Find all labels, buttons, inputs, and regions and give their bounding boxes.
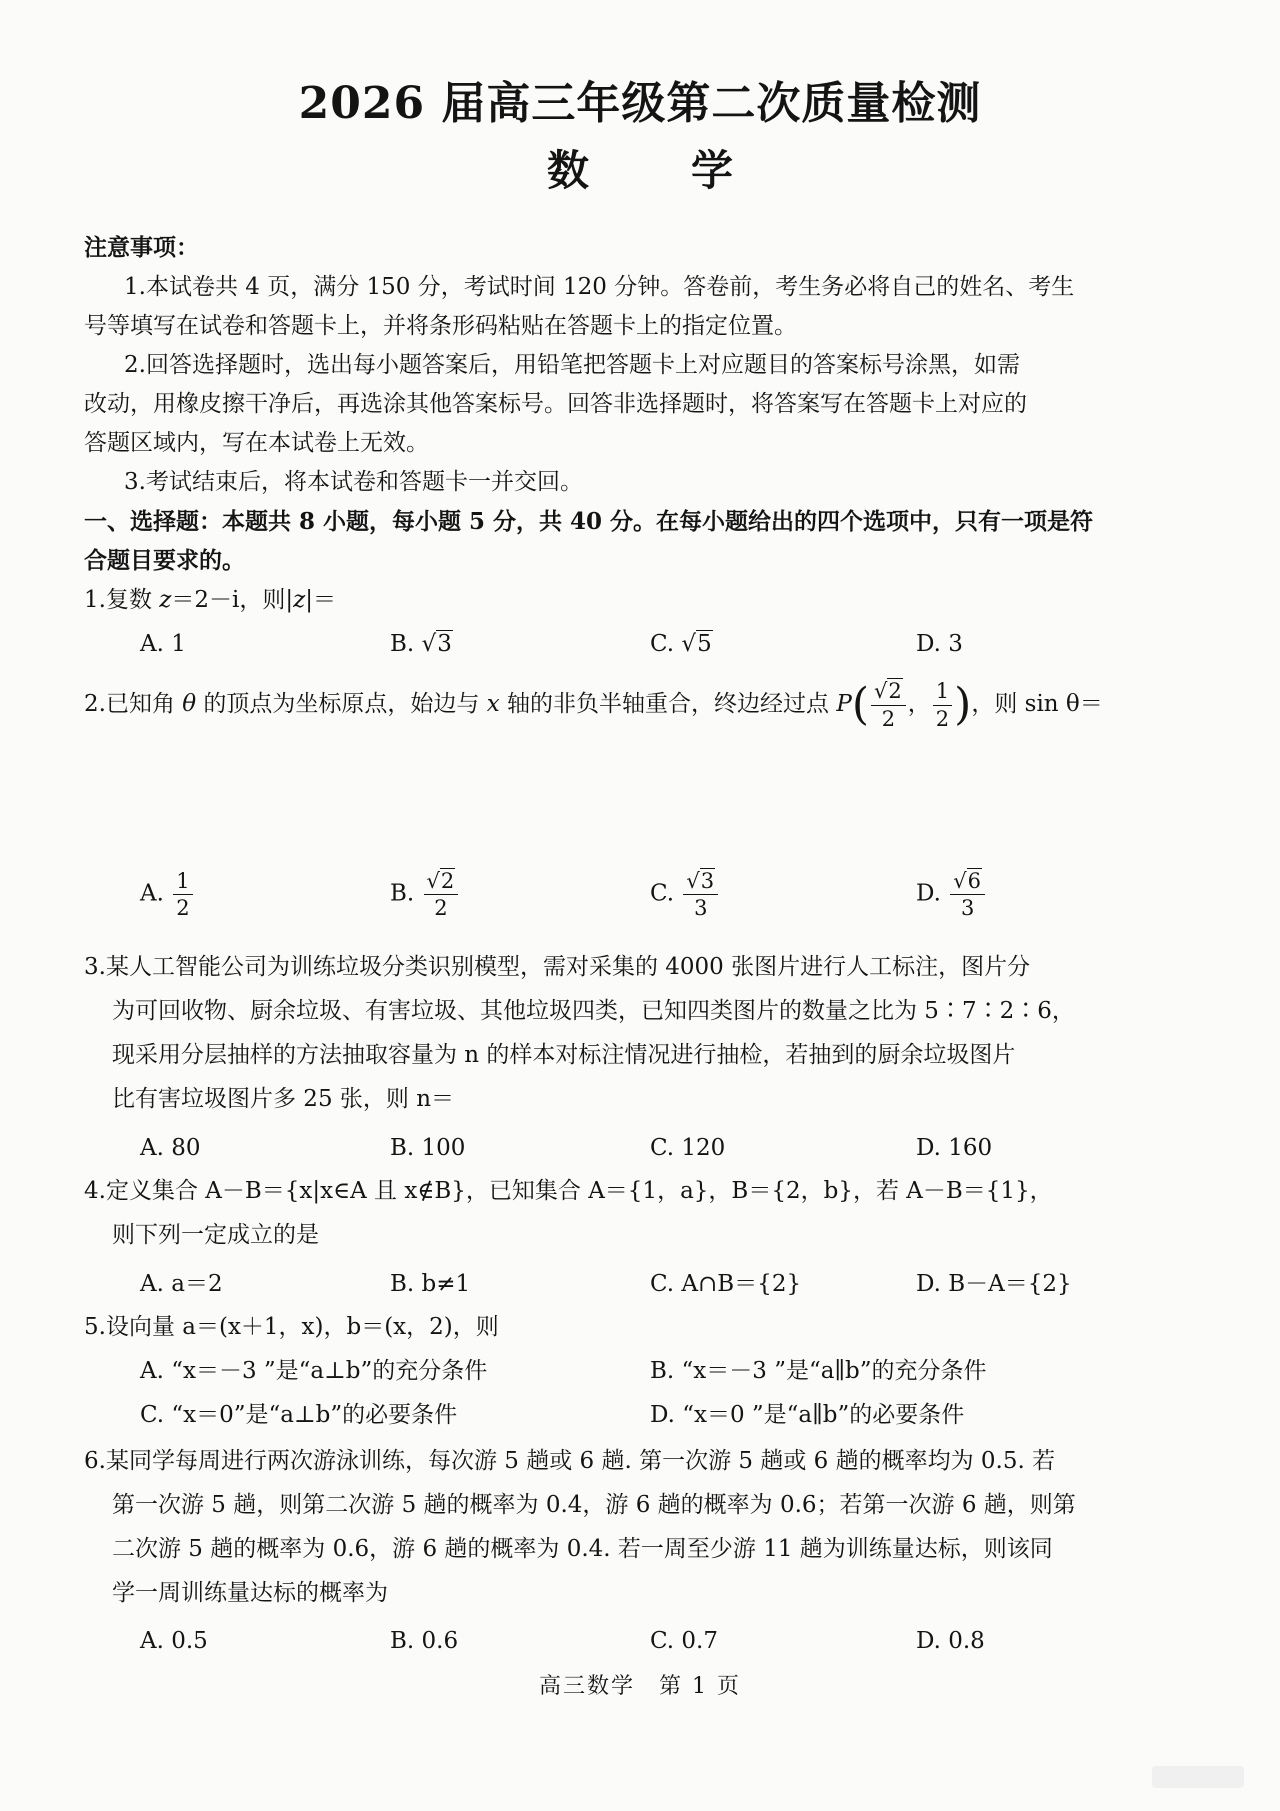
question-4-option-a: A. a＝2: [140, 1271, 223, 1297]
notice-line: 1.本试卷共 4 页，满分 150 分，考试时间 120 分钟。答卷前，考生务必将自己的姓名、考生: [124, 274, 1075, 300]
question-5-option-d: D. “x＝0 ”是“a∥b”的必要条件: [650, 1402, 965, 1428]
section-heading: 合题目要求的。: [84, 547, 245, 574]
question-4-option-d: D. B－A＝{2}: [916, 1271, 1072, 1297]
question-1-option-d: D. 3: [916, 631, 963, 657]
question-1-option-a: A. 1: [140, 631, 186, 657]
question-6-stem: 第一次游 5 趟，则第二次游 5 趟的概率为 0.4，游 6 趟的概率为 0.6；若第一次游 6 趟，则第: [112, 1492, 1076, 1518]
question-2-option-a: A. $\frac{1}{2}$: [140, 870, 195, 919]
exam-title: 2026 届高三年级第二次质量检测: [298, 78, 982, 129]
page-footer: 高三数学 第 1 页: [539, 1674, 741, 1699]
question-1-stem: 1.复数 z＝2－i，则|z|＝: [84, 587, 337, 613]
subject-title: 数 学: [546, 146, 763, 195]
question-3-option-c: C. 120: [650, 1135, 726, 1161]
question-3-stem: 比有害垃圾图片多 25 张，则 n＝: [112, 1086, 455, 1112]
question-2-option-d: D. $\frac{√6}{3}$: [916, 870, 987, 919]
question-3-stem: 为可回收物、厨余垃圾、有害垃圾、其他垃圾四类，已知四类图片的数量之比为 5∶7∶2∶6，: [112, 998, 1075, 1024]
question-4-option-c: C. A∩B＝{2}: [650, 1271, 802, 1297]
question-1-option-b: B. √3: [390, 631, 452, 657]
question-4-stem: 则下列一定成立的是: [112, 1222, 319, 1248]
question-5-stem: 5.设向量 a＝(x＋1，x)，b＝(x，2)，则: [84, 1314, 499, 1340]
notice-line: 改动，用橡皮擦干净后，再选涂其他答案标号。回答非选择题时，将答案写在答题卡上对应的: [84, 391, 1027, 417]
question-1-option-c: C. √5: [650, 631, 712, 657]
question-3-stem: 3.某人工智能公司为训练垃圾分类识别模型，需对采集的 4000 张图片进行人工标注，图片分: [84, 954, 1031, 980]
notice-line: 3.考试结束后，将本试卷和答题卡一并交回。: [124, 469, 583, 495]
question-6-stem: 6.某同学每周进行两次游泳训练，每次游 5 趟或 6 趟. 第一次游 5 趟或 6 趟的概率均为 0.5. 若: [84, 1448, 1056, 1474]
question-6-option-d: D. 0.8: [916, 1628, 985, 1654]
question-4-stem: 4.定义集合 A－B＝{x|x∈A 且 x∉B}，已知集合 A＝{1，a}，B＝{2，b}，若 A－B＝{1}，: [84, 1178, 1053, 1204]
question-5-option-c: C. “x＝0”是“a⊥b”的必要条件: [140, 1402, 458, 1428]
question-4-option-b: B. b≠1: [390, 1271, 471, 1297]
question-6-option-b: B. 0.6: [390, 1628, 459, 1654]
question-5-option-a: A. “x＝－3 ”是“a⊥b”的充分条件: [140, 1358, 488, 1384]
section-heading: 一、选择题：本题共 8 小题，每小题 5 分，共 40 分。在每小题给出的四个选项中，只有一项是符: [84, 508, 1094, 535]
question-6-stem: 学一周训练量达标的概率为: [112, 1580, 388, 1606]
question-6-option-a: A. 0.5: [140, 1628, 208, 1654]
notice-line: 号等填写在试卷和答题卡上，并将条形码粘贴在答题卡上的指定位置。: [84, 313, 797, 339]
notice-heading: 注意事项：: [84, 234, 199, 261]
question-3-option-b: B. 100: [390, 1135, 466, 1161]
question-3-stem: 现采用分层抽样的方法抽取容量为 n 的样本对标注情况进行抽检，若抽到的厨余垃圾图片: [112, 1042, 1016, 1068]
question-6-option-c: C. 0.7: [650, 1628, 718, 1654]
notice-line: 答题区域内，写在本试卷上无效。: [84, 430, 429, 456]
question-2-option-c: C. $\frac{√3}{3}$: [650, 870, 720, 919]
notice-line: 2.回答选择题时，选出每小题答案后，用铅笔把答题卡上对应题目的答案标号涂黑，如需: [124, 352, 1020, 378]
question-6-stem: 二次游 5 趟的概率为 0.6，游 6 趟的概率为 0.4. 若一周至少游 11 趟为训练量达标，则该同: [112, 1536, 1053, 1562]
question-2-stem: 2.已知角 θ 的顶点为坐标原点，始边与 x 轴的非负半轴重合，终边经过点 P( $\frac{√2}{2}$ ， $\frac{1}{2}$ )，则 sin θ＝: [84, 679, 1103, 731]
question-2-option-b: B. $\frac{√2}{2}$: [390, 870, 460, 919]
question-5-option-b: B. “x＝－3 ”是“a∥b”的充分条件: [650, 1358, 987, 1384]
question-3-option-d: D. 160: [916, 1135, 993, 1161]
question-3-option-a: A. 80: [140, 1135, 201, 1161]
watermark-mark: [1152, 1766, 1244, 1788]
